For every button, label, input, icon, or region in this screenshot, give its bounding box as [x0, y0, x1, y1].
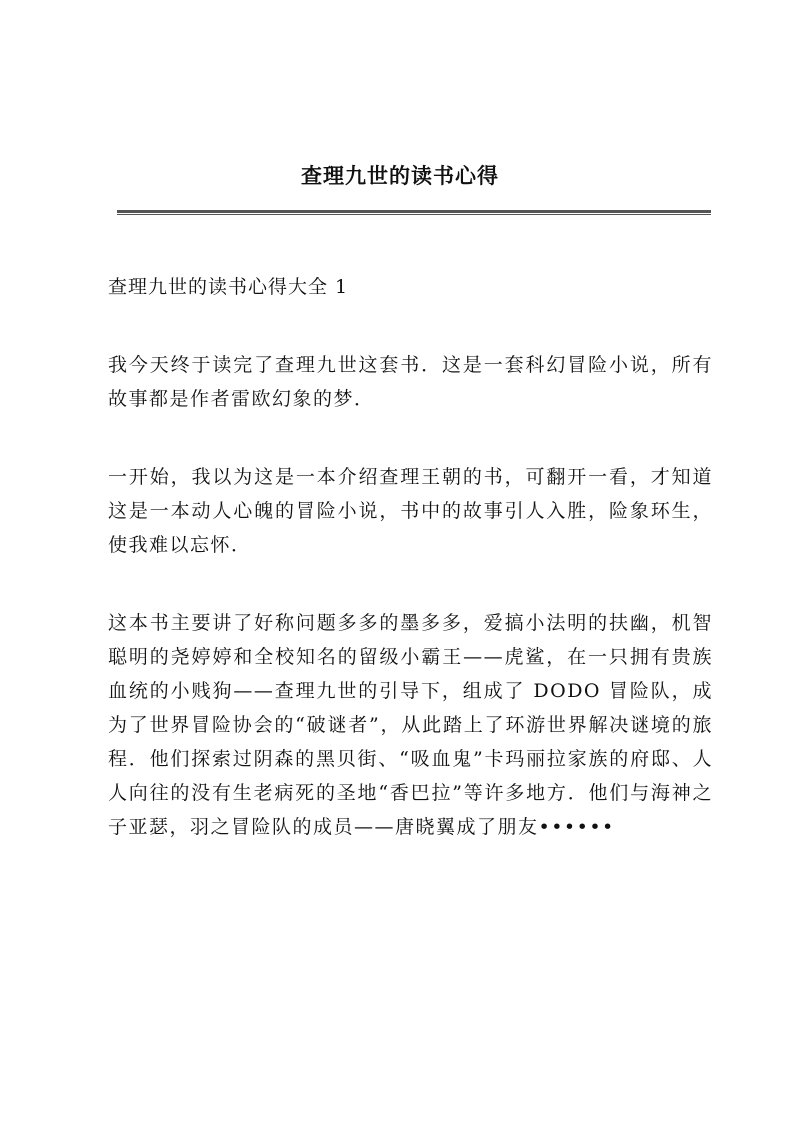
paragraph-3: 这本书主要讲了好称问题多多的墨多多，爱搞小法明的扶幽，机智聪明的尧婷婷和全校知名的留级小霸王——虎鲨，在一只拥有贵族血统的小贱狗——查理九世的引导下，组成了 DODO 冒险队，成为了世界冒险协会的“破谜者”，从此踏上了环游世界解决谜境的旅程．他们探索过阴森的黑贝街、“吸血鬼”卡玛丽拉家族的府邸、人人向往的没有生老病死的圣地“香巴拉”等许多地方．他们与海神之子亚瑟，羽之冒险队的成员——唐晓翼成了朋友•••••• [108, 612, 713, 838]
title-divider [117, 210, 711, 215]
paragraph-1: 我今天终于读完了查理九世这套书．这是一套科幻冒险小说，所有故事都是作者雷欧幻象的梦． [108, 354, 713, 410]
document-body [108, 270, 713, 888]
paragraph-2: 一开始，我以为这是一本介绍查理王朝的书，可翻开一看，才知道这是一本动人心魄的冒险小说，书中的故事引人入胜，险象环生，使我难以忘怀． [108, 466, 713, 556]
page-title: 查理九世的读书心得 [301, 163, 499, 188]
section-heading: 查理九世的读书心得大全 1 [108, 276, 349, 298]
